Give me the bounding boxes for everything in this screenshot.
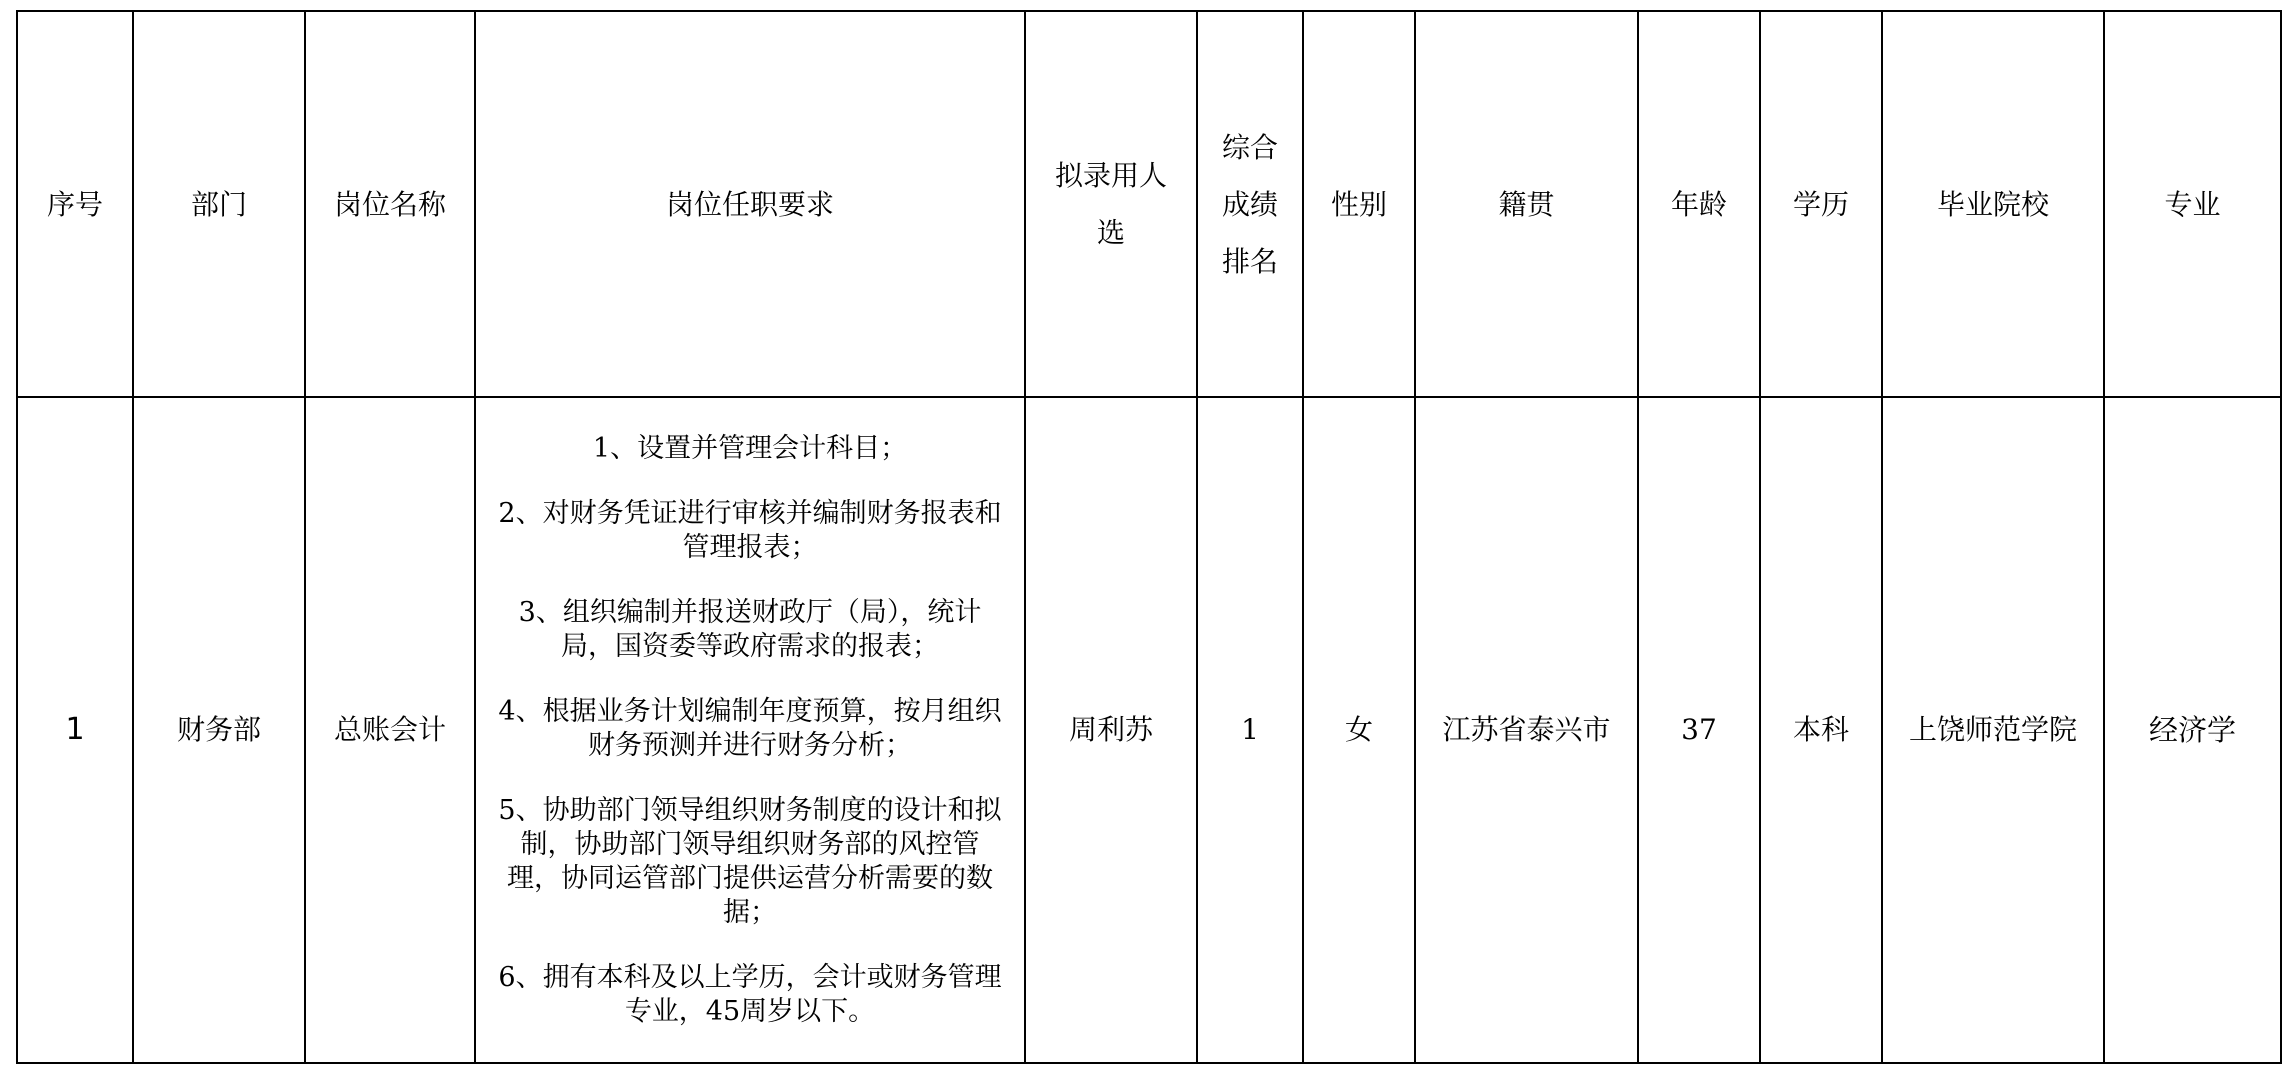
header-rank-text: 综合成绩排名 — [1221, 130, 1278, 278]
cell-gender: 女 — [1303, 397, 1415, 1063]
header-requirements: 岗位任职要求 — [475, 11, 1025, 397]
header-age: 年龄 — [1638, 11, 1760, 397]
header-origin: 籍贯 — [1415, 11, 1638, 397]
table-row — [17, 397, 2281, 1063]
header-gender: 性别 — [1303, 11, 1415, 397]
cell-major: 经济学 — [2104, 397, 2281, 1063]
requirement-item: 6、拥有本科及以上学历，会计或财务管理专业，45周岁以下。 — [498, 961, 1002, 1027]
header-major: 专业 — [2104, 11, 2281, 397]
cell-age: 37 — [1638, 397, 1760, 1063]
header-rank — [1197, 11, 1303, 397]
requirements-list — [476, 432, 1024, 1029]
requirement-item: 4、根据业务计划编制年度预算，按月组织财务预测并进行财务分析； — [498, 695, 1002, 761]
requirement-item: 5、协助部门领导组织财务制度的设计和拟制，协助部门领导组织财务部的风控管理，协同运管部门提供运营分析需要的数据； — [498, 794, 1002, 928]
header-position: 岗位名称 — [305, 11, 475, 397]
header-candidate-text: 拟录用人选 — [1054, 159, 1167, 249]
header-dept: 部门 — [133, 11, 305, 397]
candidate-table — [16, 10, 2282, 1064]
header-seq: 序号 — [17, 11, 133, 397]
header-candidate — [1025, 11, 1197, 397]
cell-seq: 1 — [17, 397, 133, 1063]
header-education: 学历 — [1760, 11, 1882, 397]
cell-dept: 财务部 — [133, 397, 305, 1063]
requirement-item: 2、对财务凭证进行审核并编制财务报表和管理报表； — [498, 497, 1002, 563]
cell-origin: 江苏省泰兴市 — [1415, 397, 1638, 1063]
requirement-item: 3、组织编制并报送财政厅（局），统计局，国资委等政府需求的报表； — [518, 596, 982, 662]
cell-education: 本科 — [1760, 397, 1882, 1063]
cell-requirements — [475, 397, 1025, 1063]
cell-school: 上饶师范学院 — [1882, 397, 2104, 1063]
cell-rank: 1 — [1197, 397, 1303, 1063]
requirement-item: 1、设置并管理会计科目； — [592, 432, 908, 464]
cell-candidate: 周利苏 — [1025, 397, 1197, 1063]
header-row — [17, 11, 2281, 397]
header-school: 毕业院校 — [1882, 11, 2104, 397]
cell-position: 总账会计 — [305, 397, 475, 1063]
